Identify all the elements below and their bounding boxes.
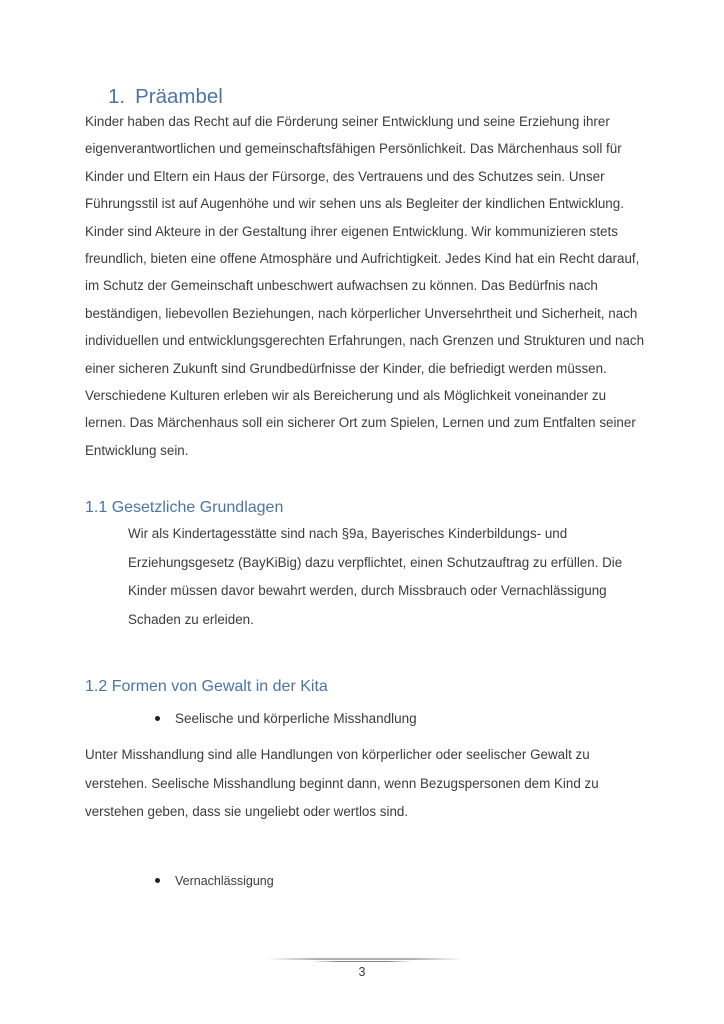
heading-number: 1. xyxy=(108,85,126,108)
section-1-1-paragraph: Wir als Kindertagesstätte sind nach §9a, Bayerisches Kinderbildungs- und Erziehungsgesetz (BayKiBig) dazu verpflichtet, einen Schutzauftrag zu erfüllen. Die Kinder müssen davor bewahrt werden, durch Missbrauch oder Vernachlässigung Schaden zu erleiden. xyxy=(128,526,623,627)
footer-divider-line-accent xyxy=(312,961,412,963)
list-item-label: Seelische und körperliche Misshandlung xyxy=(175,710,417,726)
intro-paragraph: Kinder haben das Recht auf die Förderung seiner Entwicklung und seine Erziehung ihrer eigenverantwortlichen und gemeinschaftsfähigen Persönlichkeit. Das Märchenhaus soll für Kinder und Eltern ein Haus der Fürsorge, des Vertrauens und des Schutzes sein. Unser Führungsstil ist auf Augenhöhe und wir sehen uns als Begleiter der kindlichen Entwicklung. Kinder sind Akteure in der Gestaltung ihrer eigenen Entwicklung. Wir kommunizieren stets freundlich, bieten eine offene Atmosphäre und Aufrichtigkeit. Jedes Kind hat ein Recht darauf, im Schutz der Gemeinschaft unbeschwert aufwachsen zu können. Das Bedürfnis nach beständigen, liebevollen Beziehungen, nach körperlicher Unversehrtheit und Sicherheit, nach individuellen und entwicklungsgerechten Erfahrungen, nach Grenzen und Strukturen und nach einer sicheren Zukunft sind Grundbedürfnisse der Kinder, die befriedigt werden müssen. Verschiedene Kulturen erleben wir als Bereicherung und als Möglichkeit voneinander zu lernen. Das Märchenhaus soll ein sicherer Ort zum Spielen, Lernen und zum Entfalten seiner Entwicklung sein. xyxy=(85,114,645,458)
page-number: 3 xyxy=(358,965,366,979)
bullet-icon xyxy=(155,878,160,883)
heading-praeambel xyxy=(108,86,643,108)
bullet-icon xyxy=(155,716,160,721)
list-item-vernachlaessigung xyxy=(155,868,643,893)
section-1-2-paragraph: Unter Misshandlung sind alle Handlungen von körperlicher oder seelischer Gewalt zu verstehen. Seelische Misshandlung beginnt dann, wenn Bezugspersonen dem Kind zu verstehen geben, dass sie ungeliebt oder wertlos sind. xyxy=(85,746,599,820)
heading-text: Präambel xyxy=(135,85,223,108)
heading-section-1-2: 1.2 Formen von Gewalt in der Kita xyxy=(85,677,328,695)
list-item-misshandlung xyxy=(155,705,643,732)
list-item-label: Vernachlässigung xyxy=(175,874,274,889)
heading-section-1-1: 1.1 Gesetzliche Grundlagen xyxy=(85,499,284,517)
